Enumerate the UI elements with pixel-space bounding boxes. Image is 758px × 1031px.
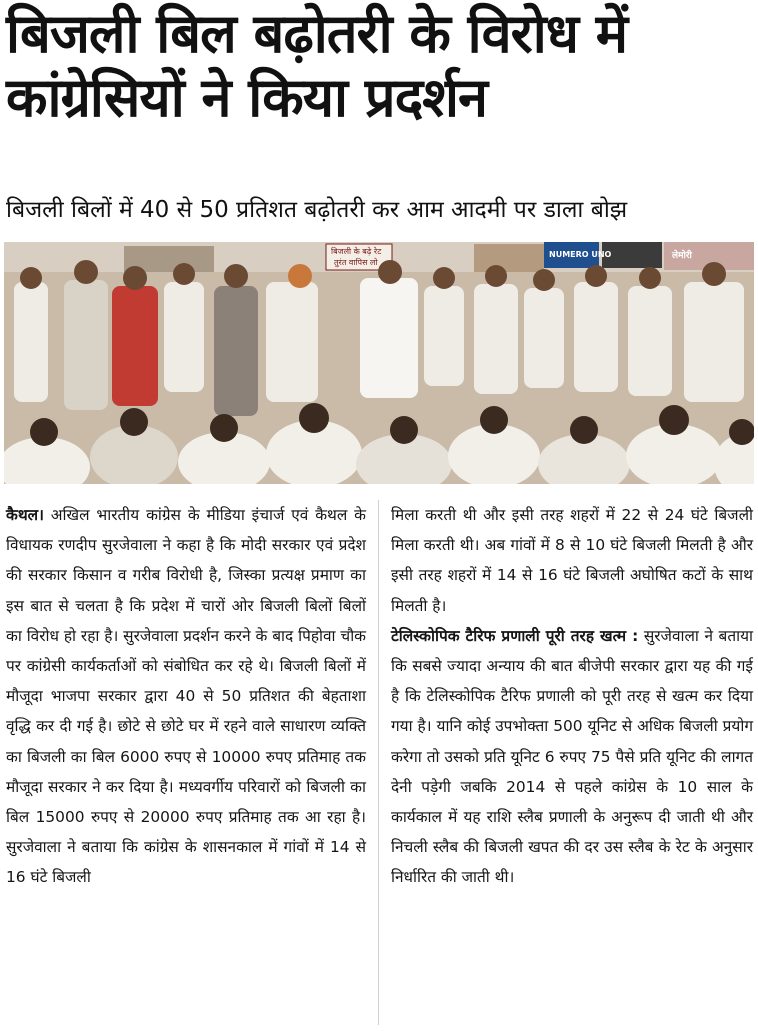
article-column-right (391, 500, 753, 893)
headline: बिजली बिल बढ़ोतरी के विरोध में कांग्रेसियों ने किया प्रदर्शन (6, 2, 628, 129)
body-text-right-1: मिला करती थी और इसी तरह शहरों में 22 से 24 घंटे बिजली मिला करती थी। अब गांवों में 8 से 10 घंटे बिजली मिलती है और इसी तरह शहरों में 14 से 16 घंटे बिजली अघोषित कटों के साथ मिलती है। (391, 506, 753, 615)
body-text-right-2: सुरजेवाला ने बताया कि सबसे ज्यादा अन्याय की बात बीजेपी सरकार द्वारा यह की गई है कि टेलिस्कोपिक टैरिफ प्रणाली को पूरी तरह से खत्म कर दिया गया है। यानि कोई उपभोक्ता 500 यूनिट से अधिक बिजली प्रयोग करेगा तो उसको प्रति यूनिट 6 रुपए 75 पैसे प्रति यूनिट की लागत देनी पड़ेगी जबकि 2014 से पहले कांग्रेस के 10 साल के कार्यकाल में यह राशि स्लैब प्रणाली के अनुरूप दी जाती थी और निचली स्लैब की बिजली खपत की दर उस स्लैब के रेट के अनुसार निर्धारित की जाती थी। (391, 626, 753, 887)
column-divider (378, 500, 379, 1025)
dateline: कैथल। (6, 506, 44, 524)
shop-sign-numero-uno: NUMERO UNO (549, 250, 612, 259)
subhead: टेलिस्कोपिक टैरिफ प्रणाली पूरी तरह खत्म : (391, 626, 639, 645)
banner-sign-line-2: तुरंत वापिस लो (334, 258, 378, 267)
body-text-left: अखिल भारतीय कांग्रेस के मीडिया इंचार्ज एवं कैथल के विधायक रणदीप सुरजेवाला ने कहा है कि मोदी सरकार एवं प्रदेश की सरकार किसान व गरीब विरोधी है, जिस्का प्रत्यक्ष प्रमाण का इस बात से चलता है कि प्रदेश में चारों ओर बिजली बिलों बिलों का विरोध हो रहा है। सुरजेवाला प्रदर्शन करने के बाद पिहोवा चौक पर कांग्रेसी कार्यकर्ताओं को संबोधित कर रहे थे। बिजली बिलों में मौजूदा भाजपा सरकार द्वारा 40 से 50 प्रतिशत की बेहताशा वृद्धि कर दी गई है। छोटे से छोटे घर में रहने वाले साधारण व्यक्ति का बिजली का बिल 6000 रुपए से 10000 रुपए प्रतिमाह तक मौजूदा सरकार ने कर दिया है। मध्यवर्गीय परिवारों को बिजली का बिल 15000 रुपए से 20000 रुपए प्रतिमाह तक आ रहा है। सुरजेवाला ने बताया कि कांग्रेस के शासनकाल में गांवों में 14 से 16 घंटे बिजली (6, 506, 366, 887)
banner-sign-line-1: बिजली के बढ़े रेट (331, 247, 382, 256)
protest-photo (4, 242, 754, 484)
subheadline: बिजली बिलों में 40 से 50 प्रतिशत बढ़ोतरी कर आम आदमी पर डाला बोझ (6, 197, 628, 223)
shop-sign-lemori: लेमोरी (672, 251, 692, 261)
article-column-left (6, 500, 366, 893)
